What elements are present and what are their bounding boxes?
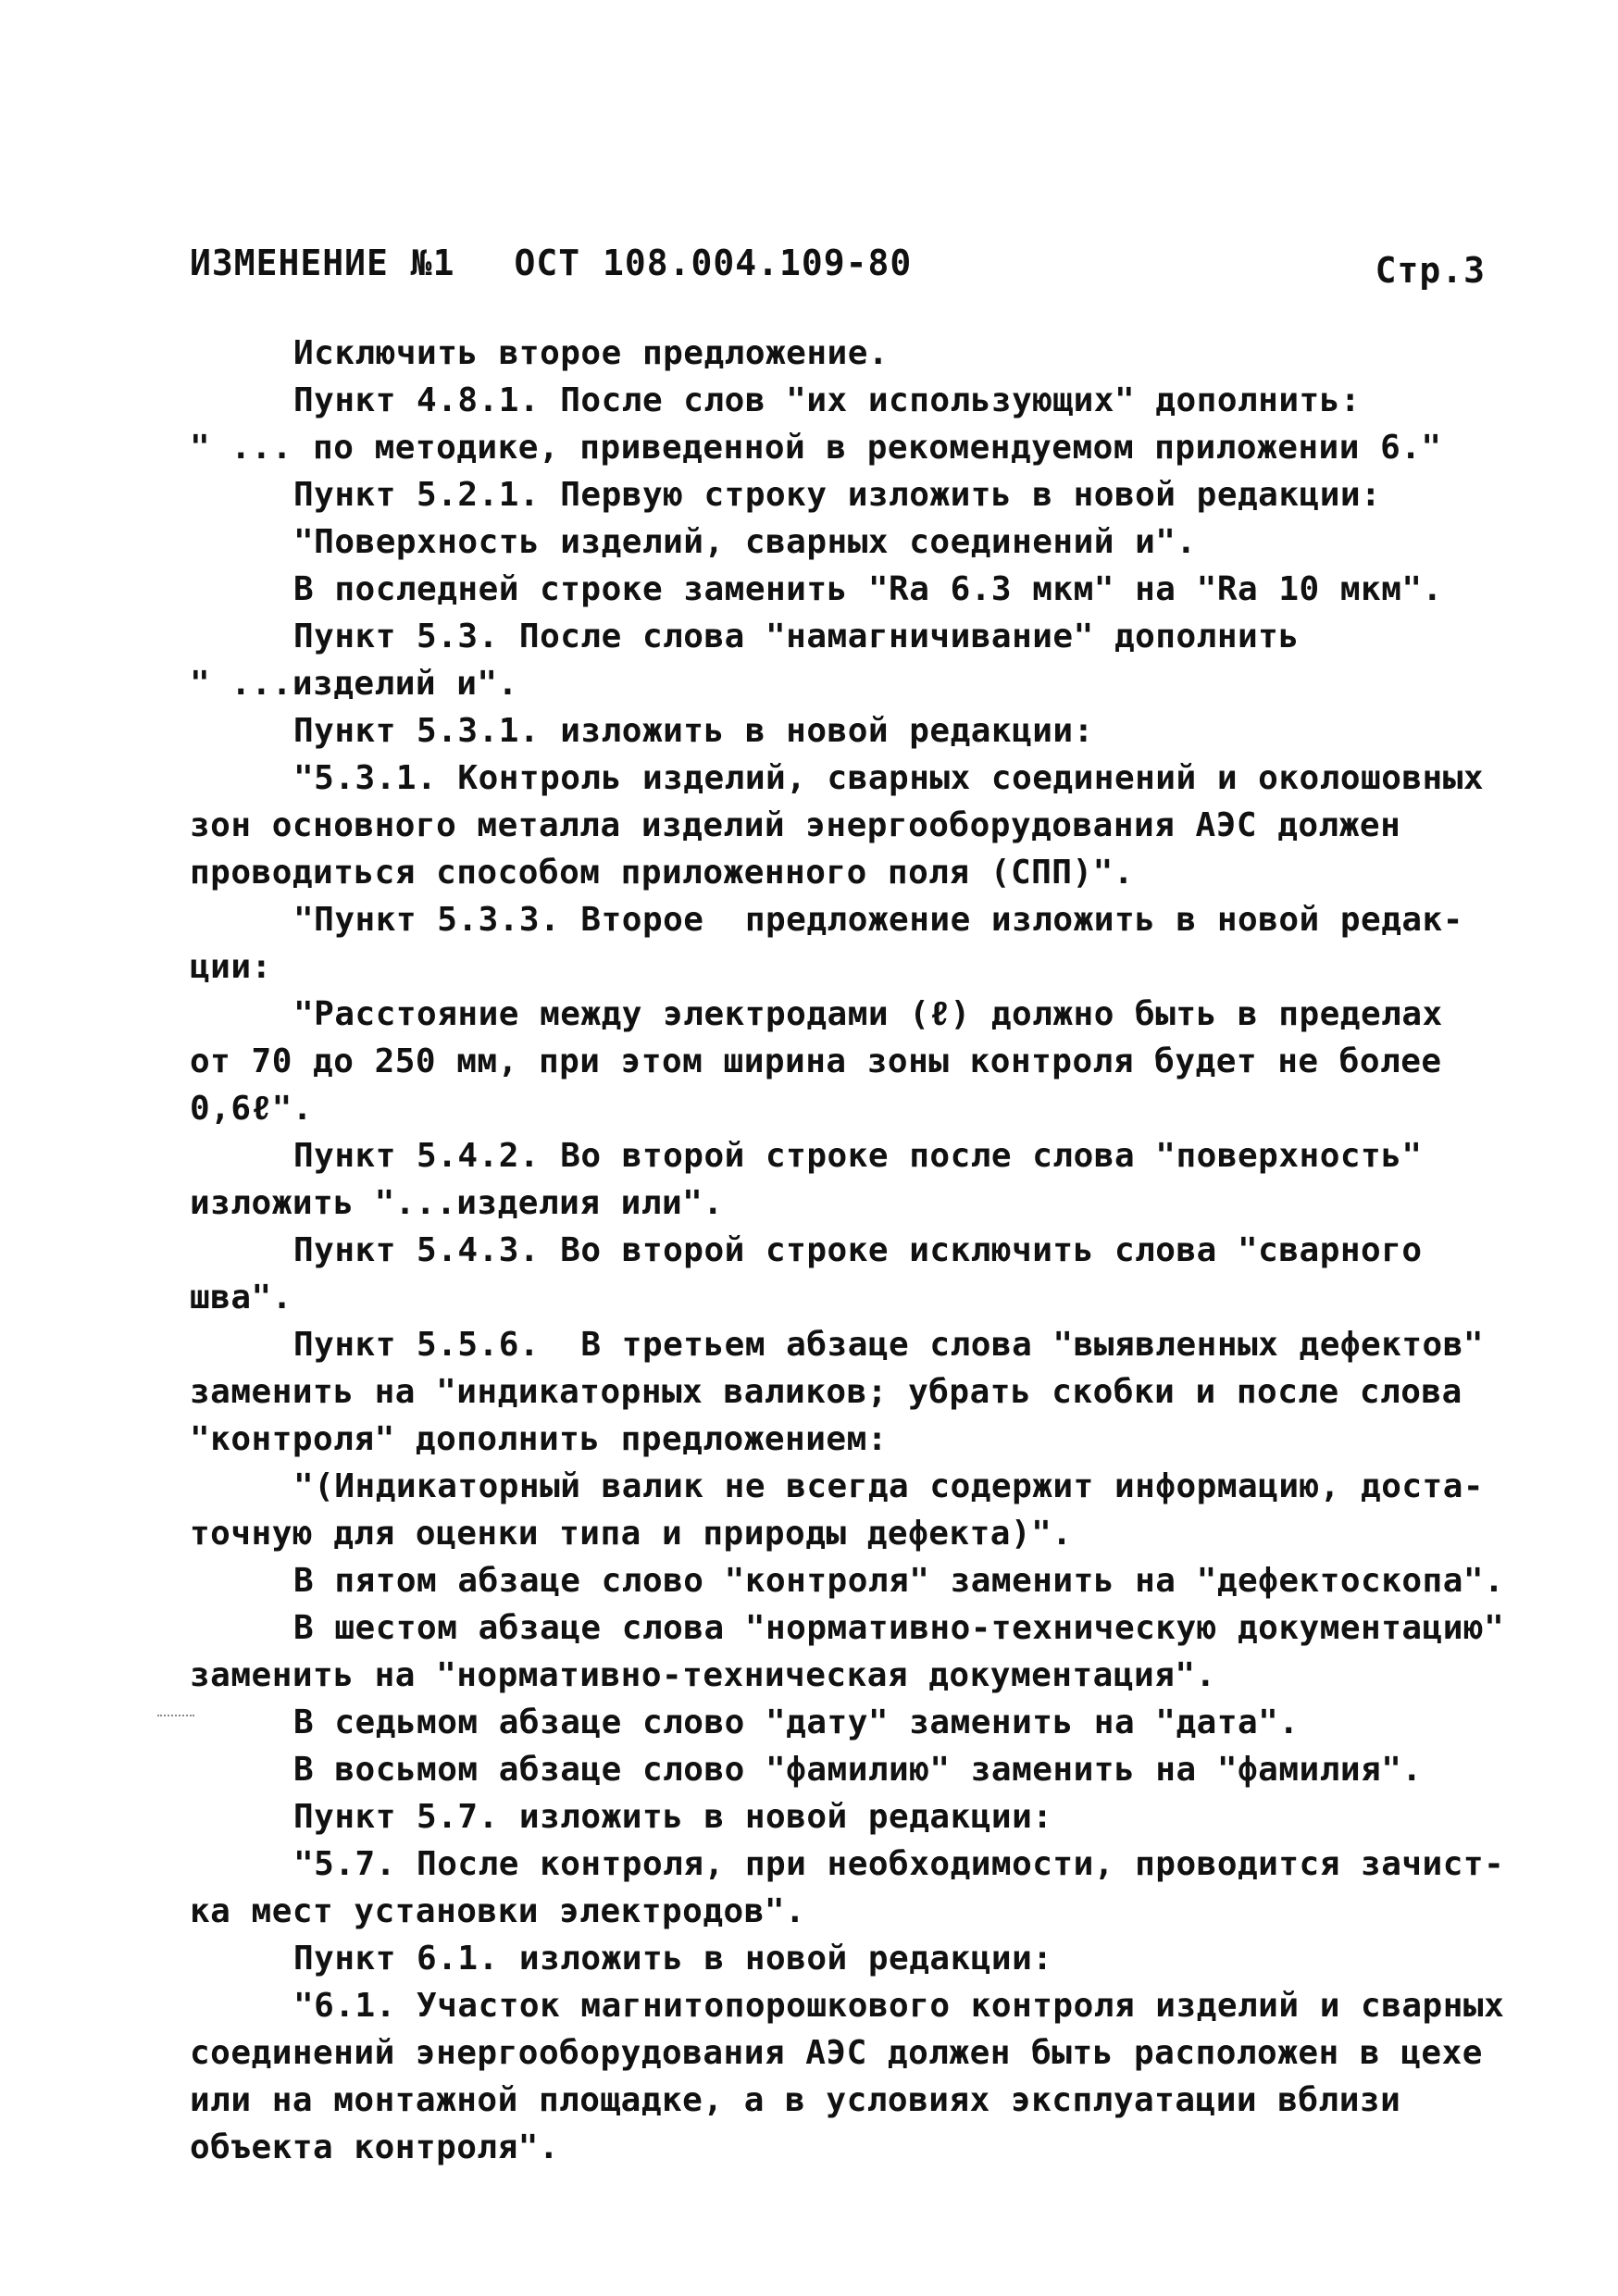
text-line: "Поверхность изделий, сварных соединений и". (293, 523, 1197, 561)
text-line: точную для оценки типа и природы дефекта)". (190, 1515, 1073, 1553)
text-line: "Пункт 5.3.3. Второе предложение изложить в новой редак- (293, 901, 1463, 939)
text-line: ка мест установки электродов". (190, 1892, 806, 1930)
text-line: проводиться способом приложенного поля (СПП)". (190, 854, 1134, 892)
text-line: объекта контроля". (190, 2128, 560, 2166)
header-left (190, 243, 949, 283)
text-line: Пункт 4.8.1. После слов "их использующих" дополнить: (293, 381, 1362, 419)
text-line: ции: (190, 948, 272, 986)
text-line: Исключить второе предложение. (293, 334, 890, 372)
text-line: Пункт 6.1. изложить в новой редакции: (293, 1940, 1053, 1978)
text-line: или на монтажной площадке, а в условиях эксплуатации вблизи (190, 2081, 1401, 2119)
change-number: ИЗМЕНЕНИЕ №1 (190, 243, 455, 283)
text-line: "6.1. Участок магнитопорошкового контроля изделий и сварных (293, 1987, 1505, 2025)
text-line: В восьмом абзаце слово "фамилию" заменить на "фамилия". (293, 1751, 1423, 1789)
text-line: "контроля" дополнить предложением: (190, 1420, 888, 1458)
standard-number: ОСТ 108.004.109-80 (514, 243, 913, 283)
page-number: Стр.3 (1375, 250, 1486, 291)
text-line: Пункт 5.2.1. Первую строку изложить в новой редакции: (293, 476, 1382, 514)
text-line: " ...изделий и". (190, 665, 518, 703)
text-line: Пункт 5.4.2. Во второй строке после слова "поверхность" (293, 1137, 1423, 1175)
text-line: В шестом абзаце слова "нормативно-техническую документацию" (293, 1609, 1505, 1647)
text-line: "5.7. После контроля, при необходимости, проводится зачист- (293, 1845, 1505, 1883)
text-line: заменить на "нормативно-техническая документация". (190, 1656, 1216, 1694)
text-line: В седьмом абзаце слово "дату" заменить на "дата". (293, 1703, 1300, 1741)
text-line: В пятом абзаце слово "контроля" заменить на "дефектоскопа". (293, 1562, 1505, 1600)
text-line: Пункт 5.4.3. Во второй строке исключить слова "сварного (293, 1231, 1423, 1269)
text-line: Пункт 5.5.6. В третьем абзаце слова "выявленных дефектов" (293, 1326, 1485, 1364)
text-line: шва". (190, 1279, 292, 1316)
text-line: "5.3.1. Контроль изделий, сварных соединений и околошовных (293, 759, 1485, 797)
margin-mark (157, 1715, 194, 1716)
text-line: "(Индикаторный валик не всегда содержит информацию, доста- (293, 1467, 1485, 1505)
text-line: " ... по методике, приведенной в рекомендуемом приложении 6." (190, 429, 1442, 467)
document-body (190, 330, 1505, 2171)
text-line: от 70 до 250 мм, при этом ширина зоны контроля будет не более (190, 1042, 1442, 1080)
text-line: Пункт 5.7. изложить в новой редакции: (293, 1798, 1053, 1836)
text-line: 0,6ℓ". (190, 1090, 313, 1128)
text-line: заменить на "индикаторных валиков; убрать скобки и после слова (190, 1373, 1462, 1411)
text-line: изложить "...изделия или". (190, 1184, 724, 1222)
text-line: "Расстояние между электродами (ℓ) должно быть в пределах (293, 995, 1443, 1033)
text-line: Пункт 5.3. После слова "намагничивание" дополнить (293, 618, 1300, 655)
page-header (190, 243, 1486, 298)
text-line: зон основного металла изделий энергооборудования АЭС должен (190, 806, 1401, 844)
text-line: В последней строке заменить "Rа 6.3 мкм" на "Rа 10 мкм". (293, 570, 1443, 608)
text-line: Пункт 5.3.1. изложить в новой редакции: (293, 712, 1094, 750)
text-line: соединений энергооборудования АЭС должен быть расположен в цехе (190, 2034, 1483, 2072)
